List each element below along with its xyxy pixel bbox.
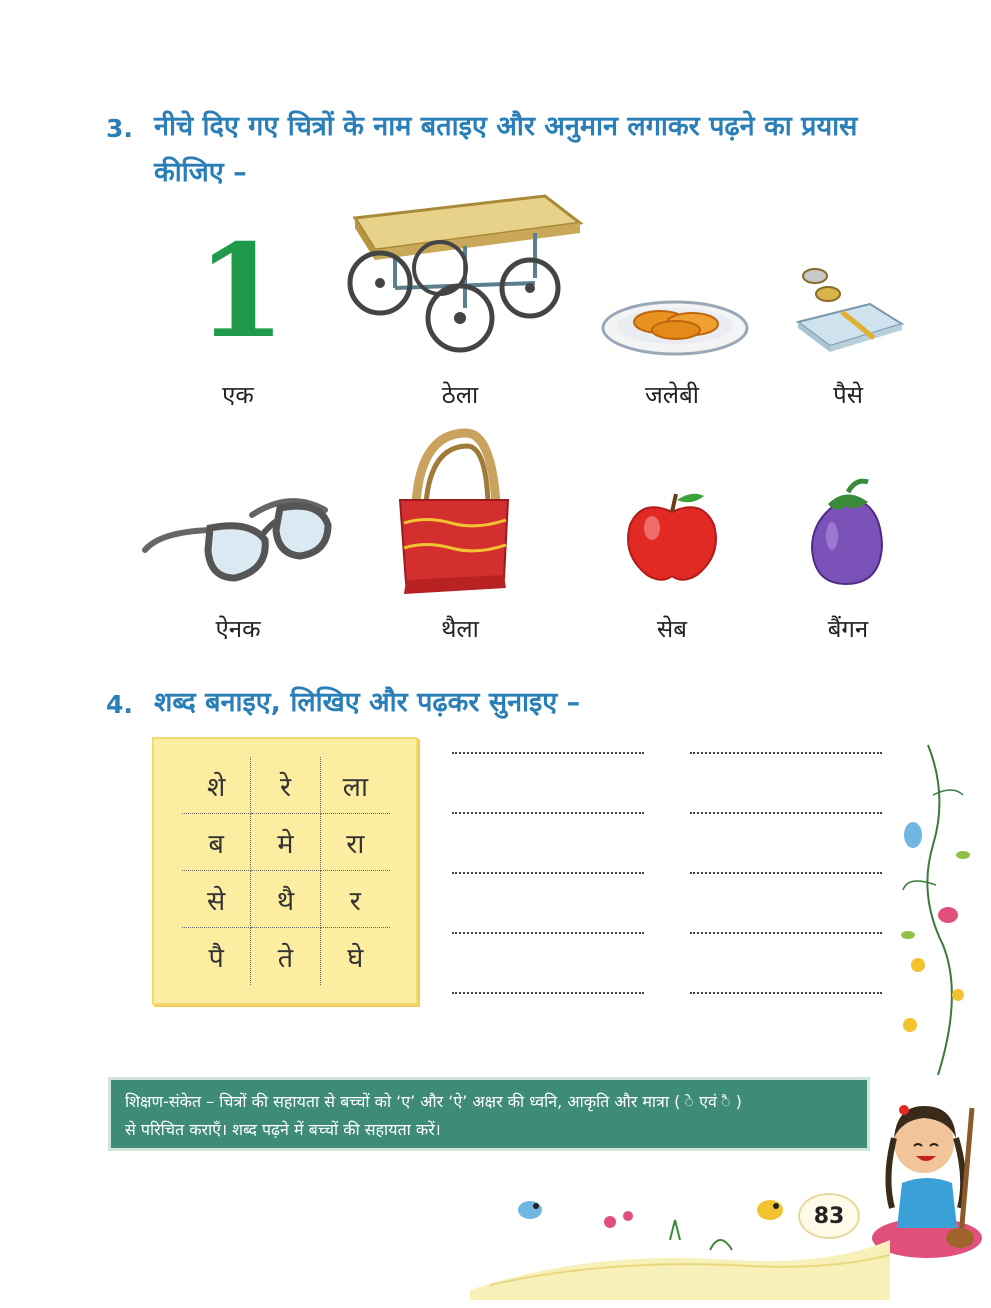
brinjal-icon [806,476,886,588]
answer-line[interactable] [690,812,882,814]
grid-cell: र [321,871,390,928]
answer-line[interactable] [690,752,882,754]
grid-cell: ते [251,928,320,985]
answer-line[interactable] [452,992,644,994]
syllable-grid [182,757,390,985]
label-jalebi: जलेबी [645,381,699,409]
answer-line[interactable] [690,992,882,994]
question-3-line1: नीचे दिए गए चित्रों के नाम बताइए और अनुमान लगाकर पढ़ने का प्रयास [154,111,858,142]
money-icon [790,264,905,354]
spectacles-icon [140,490,335,585]
label-baingan: बैंगन [827,615,869,643]
answer-line[interactable] [452,752,644,754]
jalebi-plate-icon [600,298,750,356]
answer-line[interactable] [452,812,644,814]
teaching-note-line1: शिक्षण-संकेत – चित्रों की सहायता से बच्चों को ‘ए’ और ‘ऐ’ अक्षर की ध्वनि, आकृति और मात्रा ( े एवं ै ) [125,1092,742,1111]
grid-cell: ब [182,814,251,871]
question-3-text [154,104,914,196]
grid-cell: थै [251,871,320,928]
number-one-icon: 1 [196,217,286,367]
cart-icon [335,188,585,358]
grid-cell: पै [182,928,251,985]
label-ek: एक [222,381,254,409]
question-4-number: 4. [106,690,133,719]
answer-line[interactable] [690,932,882,934]
grid-cell: शे [182,757,251,814]
grid-cell: रे [251,757,320,814]
flower-vine-icon [888,735,988,1085]
question-4-text: शब्द बनाइए, लिखिए और पढ़कर सुनाइए – [154,687,581,718]
teaching-note-line2: से परिचित कराएँ। शब्द पढ़ने में बच्चों की सहायता करें। [125,1120,441,1139]
page-number: 83 [798,1193,860,1239]
label-seb: सेब [657,615,687,643]
answer-line[interactable] [452,932,644,934]
label-thaila: थैला [441,615,479,643]
teaching-note [108,1077,870,1151]
grid-cell: रा [321,814,390,871]
grid-cell: मे [251,814,320,871]
answer-line[interactable] [690,872,882,874]
label-thela: ठेला [441,381,479,409]
label-paise: पैसे [833,381,863,409]
answer-line[interactable] [452,872,644,874]
grid-cell: घे [347,943,364,974]
bag-icon [396,428,514,596]
grid-cell: से [182,871,251,928]
question-3-number: 3. [106,114,133,143]
grid-cell: ला [321,757,390,814]
question-3-line2: कीजिए – [154,157,247,188]
syllable-grid-box [152,737,418,1005]
label-ainak: ऐनक [215,615,261,643]
apple-icon [622,490,722,585]
